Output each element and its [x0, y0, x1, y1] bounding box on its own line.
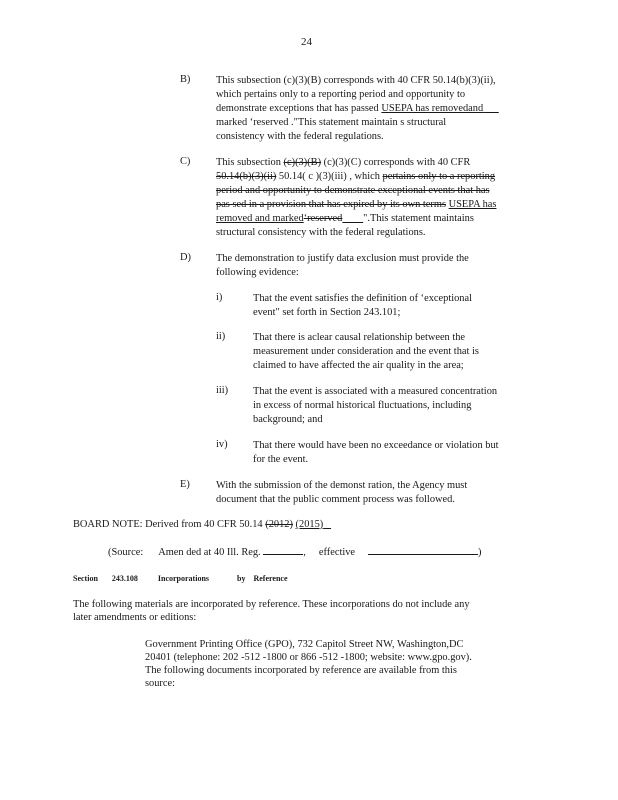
item-e-label: E)	[180, 479, 190, 490]
source-comma: ,	[303, 547, 306, 558]
subitem-label: i)	[216, 292, 223, 303]
subitem-line: in excess of normal historical fluctuations, including	[253, 400, 472, 411]
board-note	[73, 518, 331, 531]
item-d-line: following evidence:	[216, 267, 299, 278]
blank-field	[263, 545, 303, 555]
item-e-line: document that the public comment process was followed.	[216, 494, 455, 505]
item-e-line: With the submission of the demonst ration, the Agency must	[216, 480, 468, 491]
gpo-line: source:	[145, 678, 176, 689]
item-b-line	[216, 102, 499, 115]
item-c-text: 50.14( c )(3)(iii) , which	[278, 171, 380, 182]
item-b-label: B)	[180, 74, 191, 85]
item-c-line: structural consistency with the federal regulations.	[216, 227, 426, 238]
section-title: Reference	[253, 574, 288, 583]
item-d-label: D)	[180, 252, 191, 263]
item-c-line	[216, 184, 490, 197]
deleted-text: period and opportunity to demonstrate exceptional events that has	[216, 185, 490, 196]
page-number: 24	[301, 36, 312, 48]
item-d-line: The demonstration to justify data exclusion must provide the	[216, 253, 469, 264]
section-label: Section	[73, 574, 98, 583]
source-open: (Source:	[108, 547, 144, 558]
item-b-line: consistency with the federal regulations.	[216, 131, 384, 142]
source-effective: effective	[318, 547, 356, 558]
blank-field	[368, 545, 478, 555]
gpo-line: Government Printing Office (GPO), 732 Capitol Street NW, Washington,DC	[145, 639, 464, 650]
item-c-label: C)	[180, 156, 191, 167]
deleted-text: (c)(3)(B)	[283, 157, 322, 168]
subitem-label: iii)	[216, 385, 229, 396]
item-b-text: demonstrate exceptions that has passed	[216, 103, 379, 114]
item-c-line	[216, 212, 474, 225]
section-heading	[73, 572, 288, 585]
subitem-line: background; and	[253, 414, 323, 425]
deleted-text: pas sed in a provision that has expired by its own terms	[216, 199, 446, 210]
item-c-text: ".This statement maintains	[363, 213, 474, 224]
subitem-line: That there would have been no exceedance or violation but	[253, 440, 499, 451]
section-number: 243.108	[111, 574, 138, 583]
deleted-text: (2012)	[265, 519, 293, 530]
item-b-line: This subsection (c)(3)(B) corresponds with 40 CFR 50.14(b)(3)(ii),	[216, 75, 496, 86]
subitem-line: That the event satisfies the definition of ‘exceptional	[253, 293, 472, 304]
subitem-line: for the event.	[253, 454, 309, 465]
item-c-line	[216, 170, 495, 183]
inserted-text: (2015)	[295, 519, 324, 530]
item-c-line	[216, 198, 496, 211]
board-note-text: BOARD NOTE: Derived from 40 CFR 50.14	[73, 519, 263, 530]
inserted-text: removed and marked	[216, 213, 304, 224]
item-c-line	[216, 156, 470, 169]
gpo-line: 20401 (telephone: 202 -512 -1800 or 866 -512 -1800; website: www.gpo.gov).	[145, 652, 472, 663]
section-title: by	[237, 574, 246, 583]
section-title: Incorporations	[157, 574, 210, 583]
subitem-line: claimed to have affected the air quality in the area;	[253, 360, 464, 371]
source-text: Amen ded at 40 Ill. Reg.	[158, 547, 261, 558]
item-b-line: marked ‘reserved ."This statement maintain s structural	[216, 117, 447, 128]
subitem-label: iv)	[216, 439, 228, 450]
deleted-text: 50.14(b)(3)(ii)	[216, 171, 277, 182]
deleted-text: pertains only to a reporting	[382, 171, 496, 182]
subitem-line: That the event is associated with a measured concentration	[253, 386, 498, 397]
subitem-line: event" set forth in Section 243.101;	[253, 307, 401, 318]
gpo-line: The following documents incorporated by reference are available from this	[145, 665, 457, 676]
inserted-text: USEPA has	[448, 199, 497, 210]
subitem-label: ii)	[216, 331, 226, 342]
subitem-line: That there is aclear causal relationship between the	[253, 332, 466, 343]
item-b-line: which pertains only to a reporting period and opportunity to	[216, 89, 466, 100]
deleted-text: ‘reserved	[303, 213, 343, 224]
item-c-text: (c)(3)(C) corresponds with 40 CFR	[323, 157, 471, 168]
inserted-text: USEPA has removedand	[381, 103, 484, 114]
item-c-text: This subsection	[216, 157, 281, 168]
paragraph-line: later amendments or editions:	[73, 612, 197, 623]
source-line	[108, 545, 482, 559]
subitem-line: measurement under consideration and the event that is	[253, 346, 479, 357]
paragraph-line: The following materials are incorporated by reference. These incorporations do not include any	[73, 599, 470, 610]
source-close: )	[478, 547, 482, 558]
